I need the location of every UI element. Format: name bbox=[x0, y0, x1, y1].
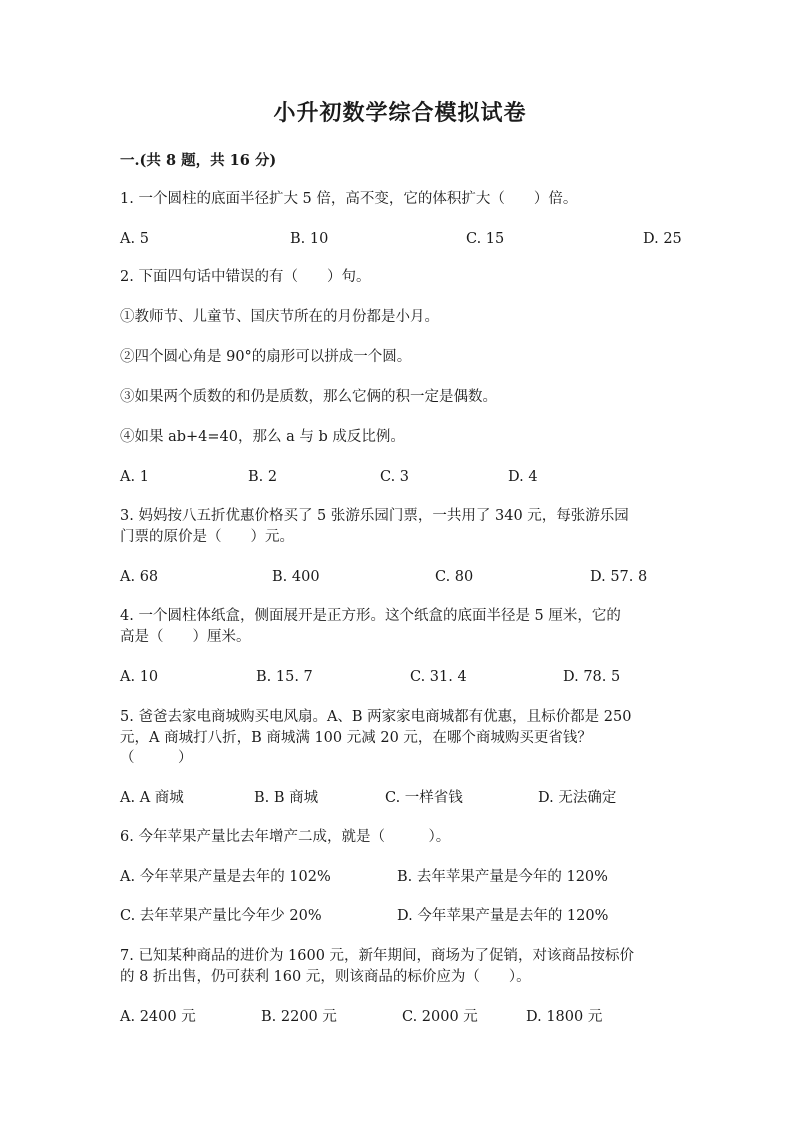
question-7-text-line-1: 7. 已知某种商品的进价为 1600 元，新年期间，商场为了促销，对该商品按标价 bbox=[120, 948, 635, 964]
question-3-text-line-2: 门票的原价是（ ）元。 bbox=[120, 529, 294, 545]
question-2-text: 2. 下面四句话中错误的有（ ）句。 bbox=[120, 269, 371, 285]
question-2-statement-2: ②四个圆心角是 90°的扇形可以拼成一个圆。 bbox=[120, 349, 412, 365]
question-1-option-c: C. 15 bbox=[466, 231, 505, 247]
question-5-option-d: D. 无法确定 bbox=[538, 790, 617, 806]
question-6-option-b: B. 去年苹果产量是今年的 120% bbox=[397, 869, 608, 885]
question-1-option-a: A. 5 bbox=[120, 231, 149, 247]
question-3-text-line-1: 3. 妈妈按八五折优惠价格买了 5 张游乐园门票，一共用了 340 元，每张游乐园 bbox=[120, 508, 629, 524]
question-6-option-d: D. 今年苹果产量是去年的 120% bbox=[397, 908, 609, 924]
question-3-option-d: D. 57. 8 bbox=[590, 569, 648, 585]
question-7-option-a: A. 2400 元 bbox=[120, 1009, 196, 1025]
question-4-option-d: D. 78. 5 bbox=[563, 669, 621, 685]
question-1-text: 1. 一个圆柱的底面半径扩大 5 倍，高不变，它的体积扩大（ ）倍。 bbox=[120, 191, 578, 207]
question-4-option-a: A. 10 bbox=[120, 669, 159, 685]
question-2-option-d: D. 4 bbox=[508, 469, 538, 485]
question-7-option-d: D. 1800 元 bbox=[526, 1009, 603, 1025]
question-2-option-c: C. 3 bbox=[380, 469, 410, 485]
question-2-statement-1: ①教师节、儿童节、国庆节所在的月份都是小月。 bbox=[120, 309, 439, 325]
question-3-option-b: B. 400 bbox=[272, 569, 320, 585]
question-1-option-d: D. 25 bbox=[643, 231, 682, 247]
question-4-text-line-2: 高是（ ）厘米。 bbox=[120, 629, 251, 645]
question-4-option-b: B. 15. 7 bbox=[256, 669, 313, 685]
question-2-statement-3: ③如果两个质数的和仍是质数，那么它俩的积一定是偶数。 bbox=[120, 389, 497, 405]
question-2-option-a: A. 1 bbox=[120, 469, 149, 485]
question-4-option-c: C. 31. 4 bbox=[410, 669, 467, 685]
question-3-option-c: C. 80 bbox=[435, 569, 474, 585]
question-5-option-c: C. 一样省钱 bbox=[385, 790, 463, 806]
question-4-text-line-1: 4. 一个圆柱体纸盒，侧面展开是正方形。这个纸盒的底面半径是 5 厘米，它的 bbox=[120, 608, 621, 624]
page-title: 小升初数学综合模拟试卷 bbox=[273, 100, 527, 126]
question-7-text-line-2: 的 8 折出售，仍可获利 160 元，则该商品的标价应为（ ）。 bbox=[120, 969, 531, 985]
question-5-option-a: A. A 商城 bbox=[120, 790, 184, 806]
question-7-option-b: B. 2200 元 bbox=[261, 1009, 337, 1025]
question-6-option-c: C. 去年苹果产量比今年少 20% bbox=[120, 908, 322, 924]
question-2-option-b: B. 2 bbox=[248, 469, 278, 485]
question-3-option-a: A. 68 bbox=[120, 569, 159, 585]
question-6-text: 6. 今年苹果产量比去年增产二成，就是（ ）。 bbox=[120, 829, 451, 845]
section-heading: 一.(共 8 题，共 16 分) bbox=[120, 152, 277, 169]
question-5-text-line-2: 元，A 商城打八折，B 商城满 100 元减 20 元，在哪个商城购买更省钱？ bbox=[120, 730, 592, 746]
question-7-option-c: C. 2000 元 bbox=[402, 1009, 478, 1025]
question-5-text-line-3: （ ） bbox=[120, 750, 193, 766]
question-6-option-a: A. 今年苹果产量是去年的 102% bbox=[120, 869, 331, 885]
question-2-statement-4: ④如果 ab+4=40，那么 a 与 b 成反比例。 bbox=[120, 429, 405, 445]
question-1-option-b: B. 10 bbox=[290, 231, 329, 247]
question-5-text-line-1: 5. 爸爸去家电商城购买电风扇。A、B 两家家电商城都有优惠，且标价都是 250 bbox=[120, 709, 632, 725]
question-5-option-b: B. B 商城 bbox=[254, 790, 319, 806]
